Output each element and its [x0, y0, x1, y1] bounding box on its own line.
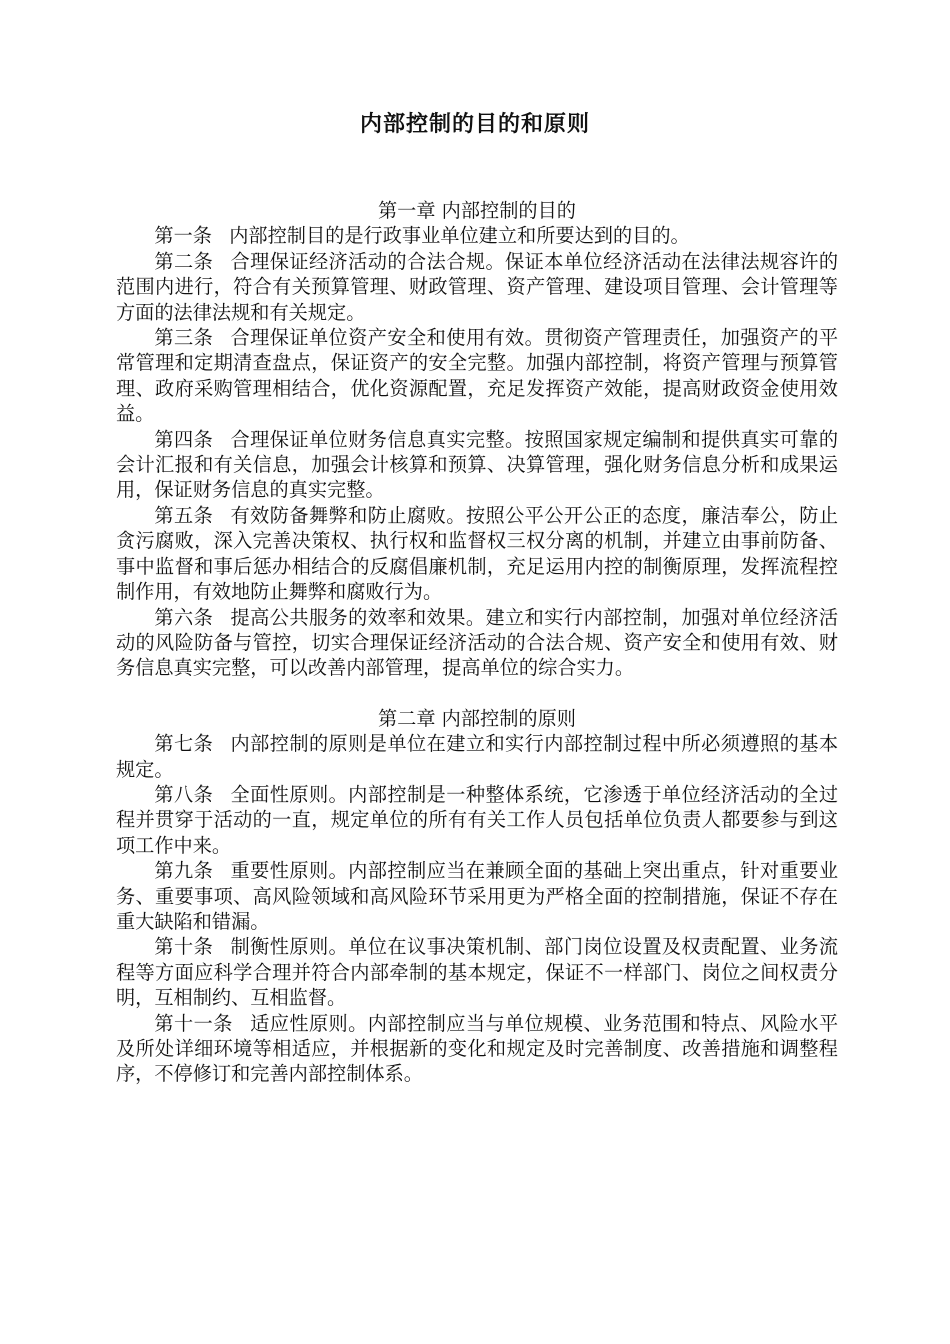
- article-number: 第二条: [154, 249, 214, 273]
- document-body: [116, 198, 838, 1087]
- article-text: 合理保证单位财务信息真实完整。按照国家规定编制和提供真实可靠的会计汇报和有关信息，加强会计核算和预算、决算管理，强化财务信息分析和成果运用，保证财务信息的真实完整。: [116, 427, 839, 502]
- article-number: 第四条: [154, 427, 214, 451]
- article-number: 第一条: [154, 224, 212, 248]
- chapter-heading: 第二章 内部控制的原则: [378, 706, 576, 730]
- chapter-heading: 第一章 内部控制的目的: [378, 199, 576, 222]
- article-paragraph: [116, 427, 838, 503]
- article-number: 第三条: [154, 326, 214, 350]
- article-number: 第五条: [154, 503, 214, 527]
- article-number: 第六条: [154, 605, 214, 629]
- article-paragraph: [116, 223, 838, 248]
- article-text: 合理保证经济活动的合法合规。保证本单位经济活动在法律法规容许的范围内进行，符合有关预算管理、财政管理、资产管理、建设项目管理、会计管理等方面的法律法规和有关规定。: [116, 249, 839, 324]
- document-title: 内部控制的目的和原则: [359, 111, 590, 137]
- article-number: 第七条: [154, 732, 214, 756]
- article-text: 提高公共服务的效率和效果。建立和实行内部控制，加强对单位经济活动的风险防备与管控，切实合理保证经济活动的合法合规、资产安全和使用有效、财务信息真实完整，可以改善内部管理，提高单位的综合实力。: [116, 605, 839, 680]
- article-text: 全面性原则。内部控制是一种整体系统，它渗透于单位经济活动的全过程并贯穿于活动的一直，规定单位的所有有关工作人员包括单位负责人都要参与到这项工作中来。: [116, 782, 839, 857]
- article-paragraph: [116, 605, 838, 681]
- article-paragraph: [116, 325, 838, 427]
- article-text: 制衡性原则。单位在议事决策机制、部门岗位设置及权责配置、业务流程等方面应科学合理并符合内部牵制的基本规定，保证不一样部门、岗位之间权责分明，互相制约、互相监督。: [116, 935, 839, 1010]
- article-text: 内部控制目的是行政事业单位建立和所要达到的目的。: [229, 224, 690, 248]
- article-text: 重要性原则。内部控制应当在兼顾全面的基础上突出重点，针对重要业务、重要事项、高风险领域和高风险环节采用更为严格全面的控制措施，保证不存在重大缺陷和错漏。: [116, 859, 839, 933]
- article-paragraph: [116, 249, 838, 325]
- article-text: 合理保证单位资产安全和使用有效。贯彻资产管理责任，加强资产的平常管理和定期清查盘点，保证资产的安全完整。加强内部控制，将资产管理与预算管理、政府采购管理相结合，优化资源配置，充足发挥资产效能，提高财政资金使用效益。: [116, 326, 839, 426]
- article-paragraph: [116, 1011, 838, 1087]
- article-number: 第九条: [154, 859, 214, 883]
- article-paragraph: [116, 731, 838, 782]
- article-number: 第八条: [154, 782, 214, 806]
- article-text: 有效防备舞弊和防止腐败。按照公平公开公正的态度，廉洁奉公，防止贪污腐败，深入完善决策权、执行权和监督权三权分离的机制，并建立由事前防备、事中监督和事后惩办相结合的反腐倡廉机制，充足运用内控的制衡原理，发挥流程控制作用，有效地防止舞弊和腐败行为。: [116, 503, 839, 604]
- article-text: 内部控制的原则是单位在建立和实行内部控制过程中所必须遵照的基本规定。: [116, 732, 839, 781]
- article-number: 第十条: [154, 935, 214, 959]
- article-paragraph: [116, 858, 838, 934]
- article-text: 适应性原则。内部控制应当与单位规模、业务范围和特点、风险水平及所处详细环境等相适应，并根据新的变化和规定及时完善制度、改善措施和调整程序，不停修订和完善内部控制体系。: [116, 1011, 839, 1086]
- article-paragraph: [116, 934, 838, 1010]
- article-number: 第十一条: [154, 1011, 233, 1035]
- article-paragraph: [116, 503, 838, 605]
- article-paragraph: [116, 782, 838, 858]
